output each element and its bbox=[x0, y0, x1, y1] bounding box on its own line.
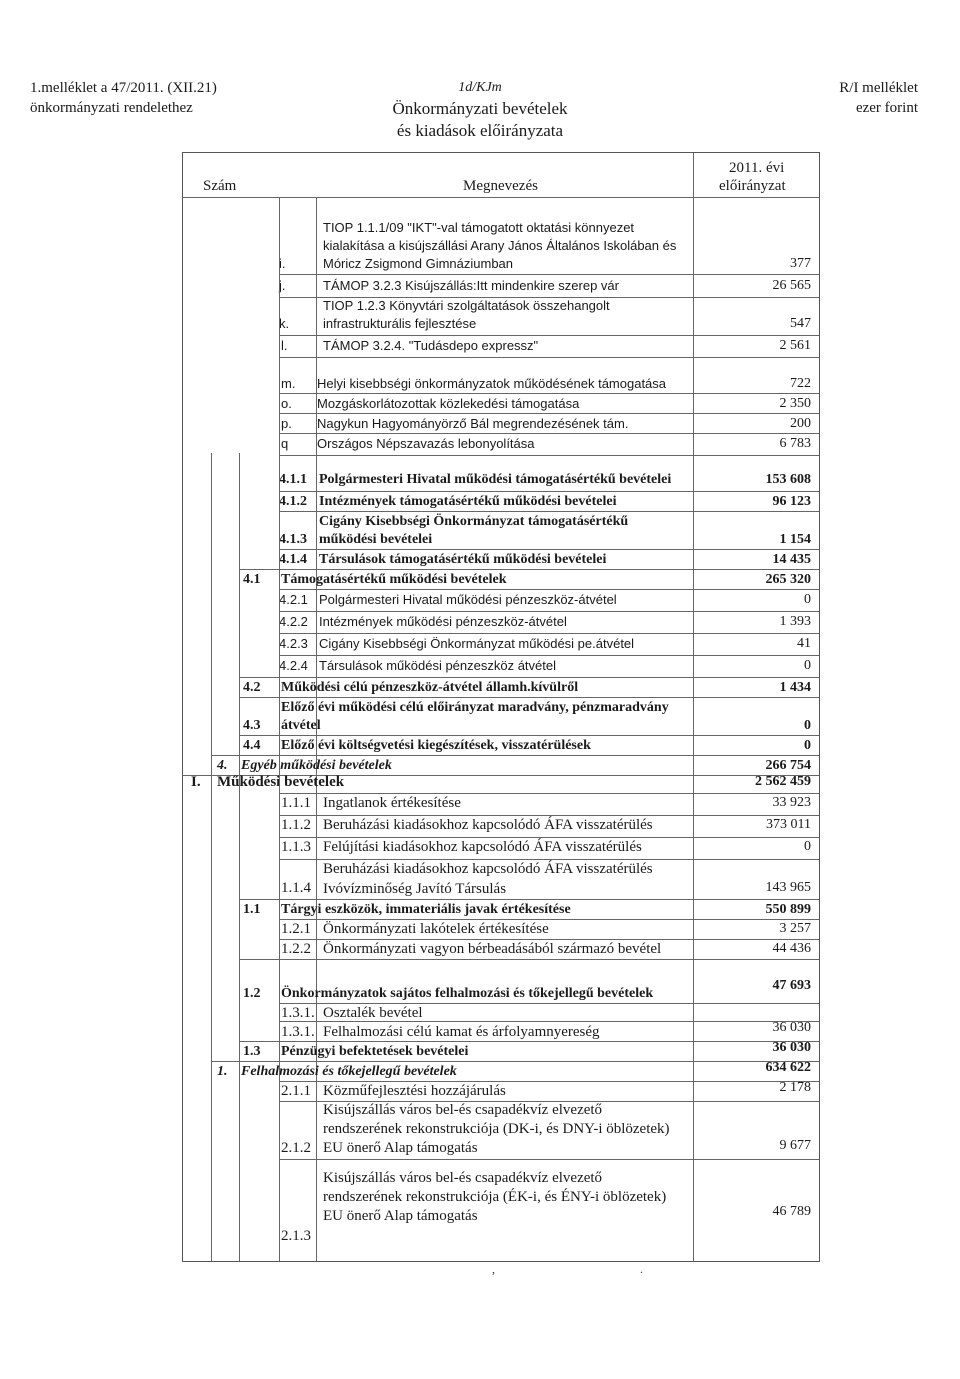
row-label: Intézmények támogatásértékű működési bevételei bbox=[319, 494, 617, 509]
row-code: 1.3 bbox=[243, 1044, 261, 1059]
row-code: 1.1.1 bbox=[281, 795, 311, 811]
row-label: Előző évi költségvetési kiegészítések, visszatérülések bbox=[281, 738, 591, 753]
row-divider bbox=[279, 335, 819, 336]
row-value: 1 154 bbox=[779, 532, 811, 547]
row-value: 143 965 bbox=[765, 880, 811, 895]
row-divider bbox=[279, 589, 819, 590]
row-code: 4.2.3 bbox=[279, 636, 308, 651]
row-value: 377 bbox=[790, 256, 811, 271]
row-label: TÁMOP 3.2.4. "Tudásdepo expressz" bbox=[323, 338, 539, 353]
row-value: 722 bbox=[790, 376, 811, 391]
row-divider bbox=[279, 655, 819, 656]
row-code: 1.3.1. bbox=[281, 1005, 315, 1021]
row-value: 0 bbox=[804, 839, 811, 854]
row-code: k. bbox=[279, 316, 290, 331]
row-value: 550 899 bbox=[765, 902, 811, 917]
row-value: 1 434 bbox=[779, 680, 811, 695]
row-code: j. bbox=[279, 278, 286, 293]
row-divider bbox=[279, 611, 819, 612]
row-code: 4. bbox=[217, 758, 228, 773]
row-label: Ingatlanok értékesítése bbox=[323, 795, 461, 811]
budget-table bbox=[182, 152, 820, 1262]
row-divider bbox=[279, 455, 819, 456]
row-code: 1. bbox=[217, 1064, 228, 1079]
row-code: m. bbox=[281, 376, 296, 391]
row-label: Működési célú pénzeszköz-átvétel államh.kívülről bbox=[281, 680, 579, 695]
column-divider-value bbox=[693, 153, 694, 1261]
row-code: 4.1.4 bbox=[279, 552, 307, 567]
row-label: Kisújszállás város bel-és csapadékvíz elvezető rendszerének rekonstrukciója (ÉK-i, és ÉNY-i öblözetek) EU önerő Alap támogatás bbox=[323, 1170, 667, 1224]
column-header-szam: Szám bbox=[203, 178, 237, 194]
row-value: 2 562 459 bbox=[755, 774, 811, 789]
row-code: I. bbox=[191, 774, 201, 790]
row-code: l. bbox=[281, 338, 288, 353]
row-label: Helyi kisebbségi önkormányzatok működésének támogatása bbox=[317, 376, 667, 391]
row-code: 4.1 bbox=[243, 572, 261, 587]
row-code: 4.2 bbox=[243, 680, 261, 695]
column-header-year: 2011. évi bbox=[729, 160, 785, 176]
row-label: Önkormányzati lakótelek értékesítése bbox=[323, 921, 549, 937]
row-label: Előző évi működési célú előirányzat maradvány, pénzmaradvány átvétel bbox=[281, 700, 669, 733]
row-label: Országos Népszavazás lebonyolítása bbox=[317, 436, 535, 451]
row-code: 4.4 bbox=[243, 738, 261, 753]
decree-subtitle: önkormányzati rendelethez bbox=[30, 100, 193, 116]
row-value: 26 565 bbox=[772, 278, 811, 293]
row-divider bbox=[279, 274, 819, 275]
row-divider bbox=[239, 899, 819, 900]
row-value: 14 435 bbox=[772, 552, 811, 567]
row-code: 4.2.4 bbox=[279, 658, 308, 673]
row-code: 1.1 bbox=[243, 902, 261, 917]
scan-mark: , bbox=[492, 1262, 495, 1276]
row-value: 266 754 bbox=[765, 758, 811, 773]
row-value: 2 350 bbox=[779, 396, 811, 411]
row-value: 36 030 bbox=[772, 1040, 811, 1055]
row-label: Felújítási kiadásokhoz kapcsolódó ÁFA visszatérülés bbox=[323, 839, 642, 855]
row-divider bbox=[239, 697, 819, 698]
header-right bbox=[839, 78, 918, 118]
row-label: Társulások működési pénzeszköz átvétel bbox=[319, 658, 557, 673]
row-divider bbox=[279, 633, 819, 634]
column-divider-code bbox=[279, 198, 280, 1261]
handwritten-note: 1d/KJm bbox=[458, 80, 502, 95]
row-label: Önkormányzati vagyon bérbeadásából származó bevétel bbox=[323, 941, 662, 957]
row-label: Polgármesteri Hivatal működési támogatásértékű bevételei bbox=[319, 472, 672, 487]
row-label: Mozgáskorlátozottak közlekedési támogatása bbox=[317, 396, 580, 411]
row-label: Beruházási kiadásokhoz kapcsolódó ÁFA visszatérülés bbox=[323, 817, 653, 833]
row-divider bbox=[211, 1061, 819, 1062]
row-divider bbox=[239, 677, 819, 678]
row-code: q bbox=[281, 436, 289, 451]
row-value: 153 608 bbox=[765, 472, 811, 487]
row-label: Működési bevételek bbox=[217, 774, 345, 790]
row-code: 1.2.2 bbox=[281, 941, 311, 957]
row-value: 46 789 bbox=[772, 1204, 811, 1219]
row-code: 1.2 bbox=[243, 986, 261, 1001]
row-code: 4.1.3 bbox=[279, 532, 307, 547]
row-divider bbox=[239, 959, 819, 960]
row-value: 2 178 bbox=[779, 1080, 811, 1095]
row-divider bbox=[211, 755, 819, 756]
row-divider bbox=[279, 433, 819, 434]
row-label: Közműfejlesztési hozzájárulás bbox=[323, 1083, 506, 1099]
row-value: 41 bbox=[797, 636, 811, 651]
row-value: 2 561 bbox=[779, 338, 811, 353]
row-value: 9 677 bbox=[779, 1138, 811, 1153]
row-value: 33 923 bbox=[772, 795, 811, 810]
row-label: TÁMOP 3.2.3 Kisújszállás:Itt mindenkire szerep vár bbox=[323, 278, 619, 293]
scan-mark: . bbox=[640, 1262, 643, 1276]
row-label: Önkormányzatok sajátos felhalmozási és tőkejellegű bevételek bbox=[281, 986, 654, 1001]
row-value: 0 bbox=[804, 658, 811, 673]
document-title: Önkormányzati bevételek bbox=[392, 99, 568, 118]
header-center bbox=[0, 78, 960, 142]
row-code: p. bbox=[281, 416, 292, 431]
row-label: Egyéb működési bevételek bbox=[241, 758, 392, 773]
row-code: 4.2.1 bbox=[279, 592, 308, 607]
row-label: Beruházási kiadásokhoz kapcsolódó ÁFA visszatérülés Ivóvízminőség Javító Társulás bbox=[323, 861, 653, 897]
row-value: 96 123 bbox=[772, 494, 811, 509]
row-label: Támogatásértékű működési bevételek bbox=[281, 572, 507, 587]
row-label: Felhalmozási és tőkejellegű bevételek bbox=[241, 1064, 457, 1079]
row-value: 0 bbox=[804, 718, 811, 733]
unit-label: ezer forint bbox=[855, 100, 918, 116]
row-divider bbox=[279, 413, 819, 414]
row-code: 4.1.2 bbox=[279, 494, 307, 509]
row-label: TIOP 1.2.3 Könyvtári szolgáltatások összehangolt infrastrukturális fejlesztése bbox=[323, 298, 610, 331]
row-value: 1 393 bbox=[779, 614, 811, 629]
row-value: 634 622 bbox=[765, 1060, 811, 1075]
row-divider bbox=[279, 357, 819, 358]
row-value: 373 011 bbox=[766, 817, 811, 832]
row-code: 4.2.2 bbox=[279, 614, 308, 629]
row-value: 44 436 bbox=[772, 941, 811, 956]
row-label: Tárgyi eszközök, immateriális javak értékesítése bbox=[281, 902, 571, 917]
row-divider bbox=[279, 511, 819, 512]
row-label: Osztalék bevétel bbox=[323, 1005, 423, 1021]
row-label: Nagykun Hagyományörző Bál megrendezésének tám. bbox=[317, 416, 629, 431]
row-code: 1.1.3 bbox=[281, 839, 311, 855]
row-divider bbox=[239, 569, 819, 570]
decree-reference: 1.melléklet a 47/2011. (XII.21) bbox=[30, 80, 217, 96]
row-divider bbox=[279, 1021, 819, 1022]
row-divider bbox=[279, 549, 819, 550]
row-code: i. bbox=[279, 256, 286, 271]
row-value: 3 257 bbox=[779, 921, 811, 936]
row-divider bbox=[239, 735, 819, 736]
row-divider bbox=[239, 1041, 819, 1042]
row-code: 1.2.1 bbox=[281, 921, 311, 937]
row-code: 1.1.2 bbox=[281, 817, 311, 833]
row-code: 2.1.1 bbox=[281, 1083, 311, 1099]
annex-label: R/I melléklet bbox=[839, 80, 918, 96]
row-code: 2.1.3 bbox=[281, 1228, 311, 1244]
row-divider bbox=[279, 1159, 819, 1160]
row-label: Társulások támogatásértékű működési bevételei bbox=[319, 552, 607, 567]
row-code: 4.1.1 bbox=[279, 472, 307, 487]
row-label: Intézmények működési pénzeszköz-átvétel bbox=[319, 614, 567, 629]
row-label: Felhalmozási célú kamat és árfolyamnyereség bbox=[323, 1024, 600, 1040]
column-header-estimate: előirányzat bbox=[719, 178, 786, 194]
row-divider bbox=[279, 491, 819, 492]
row-label: Cigány Kisebbségi Önkormányzat támogatásértékű működési bevételei bbox=[319, 514, 629, 547]
row-label: TIOP 1.1.1/09 "IKT"-val támogatott oktatási könnyezet kialakítása a kisújszállási Arany János Általános Iskolában és Móricz Zsigmond Gimnáziumban bbox=[323, 220, 677, 271]
row-label: Kisújszállás város bel-és csapadékvíz elvezető rendszerének rekonstrukciója (DK-i, és DNY-i öblözetek) EU önerő Alap támogatás bbox=[323, 1102, 670, 1156]
row-label: Pénzügyi befektetések bevételei bbox=[281, 1044, 469, 1059]
row-code: 1.3.1. bbox=[281, 1024, 315, 1040]
row-value: 0 bbox=[804, 592, 811, 607]
row-divider bbox=[279, 393, 819, 394]
row-value: 6 783 bbox=[779, 436, 811, 451]
row-code: 4.3 bbox=[243, 718, 261, 733]
row-label: Cigány Kisebbségi Önkormányzat működési pe.átvétel bbox=[319, 636, 635, 651]
row-value: 36 030 bbox=[772, 1020, 811, 1035]
column-divider-group bbox=[211, 453, 212, 1261]
row-code: 2.1.2 bbox=[281, 1140, 311, 1156]
document-subtitle: és kiadások előirányzata bbox=[396, 121, 564, 140]
row-value: 0 bbox=[804, 738, 811, 753]
column-divider-subcode bbox=[239, 453, 240, 1261]
row-code: o. bbox=[281, 396, 292, 411]
row-value: 265 320 bbox=[765, 572, 811, 587]
row-value: 47 693 bbox=[772, 978, 811, 993]
row-value: 200 bbox=[790, 416, 811, 431]
row-code: 1.1.4 bbox=[281, 880, 311, 896]
column-header-megnevezes: Megnevezés bbox=[463, 178, 538, 194]
row-value: 547 bbox=[790, 316, 811, 331]
row-label: Polgármesteri Hivatal működési pénzeszköz-átvétel bbox=[319, 592, 617, 607]
